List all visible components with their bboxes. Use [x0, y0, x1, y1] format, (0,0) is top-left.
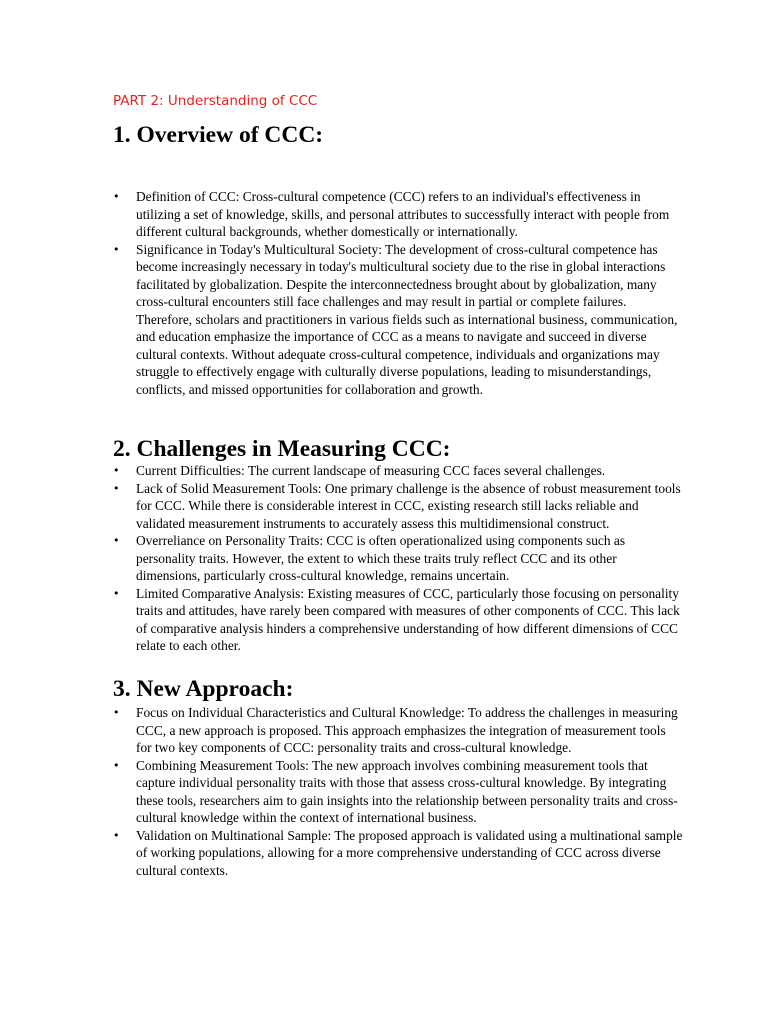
list-item-text: Definition of CCC: Cross-cultural competence (CCC) refers to an individual's effectiveness in utilizing a set of knowledge, skills, and personal attributes to successfully interact with people from different cultural backgrounds, whether domestically or internationally. — [136, 189, 670, 239]
list-item — [113, 704, 683, 757]
bullet-list-new-approach — [113, 704, 683, 879]
bullet-icon: • — [113, 242, 120, 256]
section-heading-overview: 1. Overview of CCC: — [113, 122, 324, 148]
bullet-icon: • — [113, 464, 120, 477]
bullet-icon: • — [113, 706, 120, 719]
list-item — [113, 827, 683, 880]
list-item — [113, 462, 683, 480]
list-item — [113, 188, 683, 241]
list-item-text: Overreliance on Personality Traits: CCC is often operationalized using components such as personality traits. However, the extent to which these traits truly reflect CCC and its other dimensions, particularly cross-cultural knowledge, remains uncertain. — [136, 533, 626, 583]
list-item — [113, 585, 683, 655]
list-item — [113, 241, 683, 399]
bullet-icon: • — [113, 586, 120, 600]
list-item — [113, 757, 683, 827]
part-title: PART 2: Understanding of CCC — [113, 93, 318, 109]
list-item — [113, 532, 683, 585]
list-item-text: Lack of Solid Measurement Tools: One primary challenge is the absence of robust measurement tools for CCC. While there is considerable interest in CCC, existing research still lacks reliable and validated measurement instruments to accurately assess this multidimensional construct. — [136, 480, 681, 531]
bullet-icon: • — [113, 481, 120, 495]
list-item-text: Focus on Individual Characteristics and Cultural Knowledge: To address the challenges in measuring CCC, a new approach is proposed. This approach emphasizes the integration of measurement tools for two key components of CCC: personality traits and cross-cultural knowledge. — [136, 705, 678, 755]
bullet-icon: • — [113, 190, 120, 203]
list-item-text: Limited Comparative Analysis: Existing measures of CCC, particularly those focusing on personality traits and attitudes, have rarely been compared with measures of other components of CCC. This lack of comparative analysis hinders a comprehensive understanding of how different dimensions of CCC relate to each other. — [136, 585, 680, 653]
section-heading-new-approach: 3. New Approach: — [113, 676, 294, 702]
section-heading-challenges: 2. Challenges in Measuring CCC: — [113, 436, 451, 462]
list-item-text: Significance in Today's Multicultural Society: The development of cross-cultural competence has become increasingly necessary in today's multicultural society due to the rise in global interactions facilitated by globalization. Despite the interconnectedness brought about by globalization, many cross-cultural encounters still face challenges and may result in partial or complete failures. Therefore, scholars and practitioners in various fields such as international business, communication, and education emphasize the importance of CCC as a means to navigate and succeed in diverse cultural contexts. Without adequate cross-cultural competence, individuals and organizations may struggle to effectively engage with culturally diverse populations, leading to misunderstandings, conflicts, and missed opportunities for collaboration and growth. — [136, 241, 678, 397]
list-item-text: Combining Measurement Tools: The new approach involves combining measurement tools that capture individual personality traits with those that assess cross-cultural knowledge. By integrating these tools, researchers aim to gain insights into the relationship between personality traits and cross-cultural knowledge within the context of international business. — [136, 757, 678, 825]
bullet-list-overview — [113, 188, 683, 398]
list-item-text: Current Difficulties: The current landscape of measuring CCC faces several challenges. — [136, 463, 606, 478]
bullet-icon: • — [113, 534, 120, 547]
bullet-icon: • — [113, 828, 120, 842]
list-item-text: Validation on Multinational Sample: The proposed approach is validated using a multinational sample of working populations, allowing for a more comprehensive understanding of CCC across diverse cultural contexts. — [136, 827, 683, 878]
bullet-list-challenges — [113, 462, 683, 655]
bullet-icon: • — [113, 758, 120, 772]
list-item — [113, 480, 683, 533]
